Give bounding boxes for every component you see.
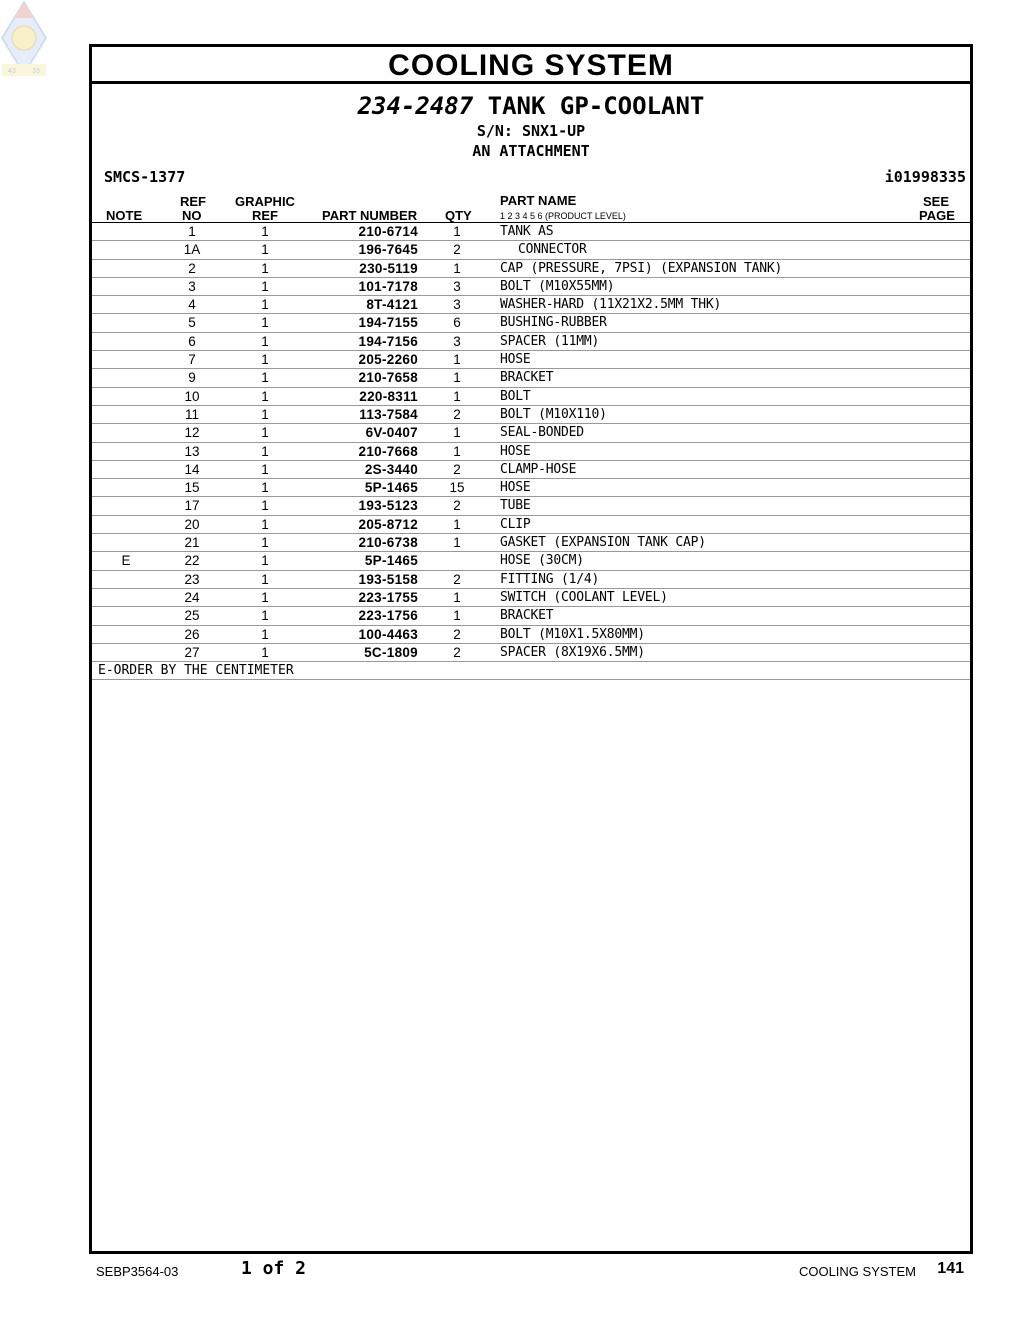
row-ref-no: 23 bbox=[184, 571, 200, 587]
row-graphic-ref: 1 bbox=[261, 406, 269, 422]
row-qty: 1 bbox=[453, 535, 461, 551]
row-graphic-ref: 1 bbox=[261, 260, 269, 276]
row-ref-no: 1A bbox=[183, 242, 201, 258]
row-part-number: 210-6714 bbox=[358, 224, 418, 239]
col-part-number: PART NUMBER bbox=[322, 208, 418, 223]
row-part-number: 5P-1465 bbox=[364, 480, 418, 496]
row-ref-no: 20 bbox=[184, 516, 200, 532]
row-ref-no: 3 bbox=[188, 278, 196, 294]
col-product-level: 1 2 3 4 5 6 (PRODUCT LEVEL) bbox=[500, 211, 626, 221]
footer-section: COOLING SYSTEM bbox=[798, 1264, 916, 1279]
row-graphic-ref: 1 bbox=[261, 626, 269, 642]
row-part-number: 193-5123 bbox=[358, 498, 418, 514]
row-qty: 15 bbox=[449, 480, 465, 496]
row-qty: 1 bbox=[453, 443, 461, 459]
row-graphic-ref: 1 bbox=[261, 589, 269, 605]
row-part-name: CAP (PRESSURE, 7PSI) (EXPANSION TANK) bbox=[500, 260, 783, 276]
table-row bbox=[92, 223, 970, 241]
row-part-number: 113-7584 bbox=[359, 406, 418, 422]
table-row bbox=[92, 552, 970, 570]
logo-left-number: 43 bbox=[8, 68, 16, 75]
col-ref-top: REF bbox=[180, 194, 206, 209]
table-row bbox=[92, 497, 970, 515]
table-row bbox=[92, 534, 970, 552]
row-qty: 2 bbox=[453, 242, 461, 258]
row-part-name: CONNECTOR bbox=[518, 242, 587, 258]
footnote: E-ORDER BY THE CENTIMETER bbox=[92, 662, 970, 680]
row-ref-no: 10 bbox=[184, 388, 200, 404]
row-qty: 1 bbox=[453, 224, 461, 239]
row-graphic-ref: 1 bbox=[261, 297, 269, 313]
row-part-name: WASHER-HARD (11X21X2.5MM THK) bbox=[500, 297, 722, 313]
row-qty: 2 bbox=[453, 626, 461, 642]
row-qty: 1 bbox=[453, 608, 461, 624]
serial-number: S/N: SNX1-UP bbox=[476, 122, 586, 140]
row-part-number: 101-7178 bbox=[358, 278, 418, 294]
footer-doc-number: SEBP3564-03 bbox=[96, 1264, 179, 1279]
row-ref-no: 4 bbox=[188, 297, 196, 313]
row-qty: 2 bbox=[453, 644, 461, 660]
row-qty: 1 bbox=[453, 425, 461, 441]
row-ref-no: 11 bbox=[184, 406, 199, 422]
attachment-label: AN ATTACHMENT bbox=[472, 142, 590, 160]
row-part-name: TANK AS bbox=[500, 224, 554, 239]
row-graphic-ref: 1 bbox=[261, 608, 269, 624]
row-part-name: SWITCH (COOLANT LEVEL) bbox=[500, 589, 668, 605]
row-part-number: 194-7156 bbox=[358, 333, 418, 349]
row-qty: 1 bbox=[453, 388, 461, 404]
row-part-name: SEAL-BONDED bbox=[500, 425, 584, 441]
table-row bbox=[92, 479, 970, 497]
col-graphic-bottom: REF bbox=[252, 208, 278, 223]
row-part-name: SPACER (8X19X6.5MM) bbox=[500, 644, 645, 660]
row-ref-no: 12 bbox=[184, 425, 200, 441]
table-row bbox=[92, 644, 970, 662]
row-part-number: 6V-0407 bbox=[365, 425, 418, 441]
logo-right-number: 33 bbox=[32, 68, 40, 75]
footer-page-of: 1 of 2 bbox=[241, 1258, 307, 1279]
row-part-number: 8T-4121 bbox=[366, 297, 418, 313]
row-note: E bbox=[121, 553, 131, 569]
col-ref-bottom: NO bbox=[182, 208, 202, 223]
row-ref-no: 9 bbox=[188, 370, 196, 386]
row-part-number: 205-2260 bbox=[358, 352, 418, 368]
row-graphic-ref: 1 bbox=[261, 224, 269, 239]
row-part-name: BRACKET bbox=[500, 370, 554, 386]
row-part-number: 220-8311 bbox=[359, 388, 418, 404]
row-qty: 1 bbox=[453, 352, 461, 368]
smcs-code: SMCS-1377 bbox=[104, 168, 186, 186]
page-footer bbox=[96, 1258, 964, 1282]
row-ref-no: 27 bbox=[184, 644, 200, 660]
table-row bbox=[92, 351, 970, 369]
row-part-name: BUSHING-RUBBER bbox=[500, 315, 607, 331]
row-part-number: 193-5158 bbox=[358, 571, 418, 587]
row-part-number: 100-4463 bbox=[358, 626, 418, 642]
row-ref-no: 26 bbox=[184, 626, 200, 642]
col-qty: QTY bbox=[445, 208, 472, 223]
row-qty: 1 bbox=[453, 589, 461, 605]
col-note: NOTE bbox=[106, 208, 143, 223]
section-title: COOLING SYSTEM bbox=[92, 47, 970, 84]
row-part-number: 5C-1809 bbox=[364, 644, 418, 660]
row-graphic-ref: 1 bbox=[261, 535, 269, 551]
row-graphic-ref: 1 bbox=[261, 388, 269, 404]
row-part-name: GASKET (EXPANSION TANK CAP) bbox=[500, 535, 706, 551]
row-part-number: 210-6738 bbox=[358, 535, 418, 551]
row-part-number: 210-7668 bbox=[358, 443, 418, 459]
table-row bbox=[92, 424, 970, 442]
row-ref-no: 2 bbox=[188, 260, 196, 276]
table-row bbox=[92, 241, 970, 259]
table-row bbox=[92, 333, 970, 351]
row-part-name: HOSE bbox=[500, 352, 531, 368]
row-part-name: BRACKET bbox=[500, 608, 554, 624]
footer-page-number: 141 bbox=[937, 1260, 964, 1277]
row-part-name: BOLT (M10X110) bbox=[500, 406, 607, 422]
table-row bbox=[92, 571, 970, 589]
row-qty: 3 bbox=[453, 333, 461, 349]
table-row bbox=[92, 260, 970, 278]
row-qty: 3 bbox=[453, 278, 461, 294]
table-row bbox=[92, 406, 970, 424]
row-qty: 3 bbox=[453, 297, 461, 313]
row-graphic-ref: 1 bbox=[261, 553, 269, 569]
row-qty: 2 bbox=[453, 406, 461, 422]
table-row bbox=[92, 516, 970, 534]
row-part-number: 196-7645 bbox=[358, 242, 418, 258]
group-header bbox=[92, 84, 970, 192]
row-graphic-ref: 1 bbox=[261, 333, 269, 349]
row-ref-no: 5 bbox=[188, 315, 196, 331]
col-graphic-top: GRAPHIC bbox=[235, 194, 295, 209]
table-row bbox=[92, 589, 970, 607]
row-graphic-ref: 1 bbox=[261, 498, 269, 514]
col-see-bottom: PAGE bbox=[919, 208, 955, 223]
row-part-name: HOSE bbox=[500, 480, 531, 496]
row-part-number: 5P-1465 bbox=[364, 553, 418, 569]
row-graphic-ref: 1 bbox=[261, 425, 269, 441]
row-graphic-ref: 1 bbox=[261, 480, 269, 496]
table-row bbox=[92, 461, 970, 479]
row-part-number: 230-5119 bbox=[359, 260, 418, 276]
row-graphic-ref: 1 bbox=[261, 242, 269, 258]
row-qty: 2 bbox=[453, 498, 461, 514]
row-ref-no: 13 bbox=[184, 443, 200, 459]
parts-table bbox=[92, 223, 970, 662]
row-part-number: 194-7155 bbox=[358, 315, 418, 331]
row-qty: 1 bbox=[453, 370, 461, 386]
table-row bbox=[92, 607, 970, 625]
col-part-name: PART NAME bbox=[500, 193, 577, 208]
row-ref-no: 1 bbox=[188, 224, 196, 239]
row-graphic-ref: 1 bbox=[261, 315, 269, 331]
row-part-number: 223-1756 bbox=[358, 608, 418, 624]
row-graphic-ref: 1 bbox=[261, 370, 269, 386]
row-qty: 2 bbox=[453, 461, 461, 477]
row-ref-no: 14 bbox=[184, 461, 200, 477]
table-row bbox=[92, 388, 970, 406]
row-qty: 1 bbox=[453, 260, 461, 276]
row-graphic-ref: 1 bbox=[261, 516, 269, 532]
table-row bbox=[92, 278, 970, 296]
page-frame bbox=[89, 44, 973, 1254]
row-part-name: TUBE bbox=[500, 498, 531, 514]
row-ref-no: 21 bbox=[184, 535, 200, 551]
row-graphic-ref: 1 bbox=[261, 571, 269, 587]
row-ref-no: 25 bbox=[184, 608, 200, 624]
row-qty: 6 bbox=[453, 315, 461, 331]
row-graphic-ref: 1 bbox=[261, 352, 269, 368]
row-part-number: 205-8712 bbox=[358, 516, 418, 532]
row-part-name: HOSE bbox=[500, 443, 531, 459]
row-ref-no: 17 bbox=[184, 498, 200, 514]
group-title bbox=[92, 92, 970, 120]
column-headers bbox=[92, 192, 970, 223]
row-graphic-ref: 1 bbox=[261, 443, 269, 459]
row-part-name: BOLT (M10X1.5X80MM) bbox=[500, 626, 645, 642]
row-part-number: 2S-3440 bbox=[364, 461, 418, 477]
row-part-name: SPACER (11MM) bbox=[500, 333, 600, 349]
row-graphic-ref: 1 bbox=[261, 644, 269, 660]
row-part-name: HOSE (30CM) bbox=[500, 553, 584, 569]
row-ref-no: 22 bbox=[184, 553, 200, 569]
row-part-name: BOLT bbox=[500, 388, 531, 404]
row-ref-no: 7 bbox=[188, 352, 196, 368]
row-qty: 2 bbox=[453, 571, 461, 587]
table-row bbox=[92, 369, 970, 387]
group-name: TANK GP-COOLANT bbox=[487, 92, 705, 120]
document-id: i01998335 bbox=[884, 168, 966, 186]
table-row bbox=[92, 296, 970, 314]
row-part-name: CLAMP-HOSE bbox=[500, 461, 577, 477]
row-ref-no: 24 bbox=[184, 589, 200, 605]
col-see-top: SEE bbox=[923, 194, 950, 209]
publisher-logo-icon bbox=[0, 0, 48, 78]
row-part-number: 210-7658 bbox=[358, 370, 418, 386]
row-ref-no: 15 bbox=[184, 480, 200, 496]
table-row bbox=[92, 314, 970, 332]
row-part-number: 223-1755 bbox=[358, 589, 418, 605]
row-part-name: FITTING (1/4) bbox=[500, 571, 600, 587]
table-row bbox=[92, 443, 970, 461]
row-part-name: CLIP bbox=[500, 516, 531, 532]
row-part-name: BOLT (M10X55MM) bbox=[500, 278, 615, 294]
row-qty: 1 bbox=[453, 516, 461, 532]
row-graphic-ref: 1 bbox=[261, 278, 269, 294]
row-graphic-ref: 1 bbox=[261, 461, 269, 477]
group-part-number: 234-2487 bbox=[357, 92, 474, 120]
row-ref-no: 6 bbox=[188, 333, 196, 349]
table-row bbox=[92, 626, 970, 644]
